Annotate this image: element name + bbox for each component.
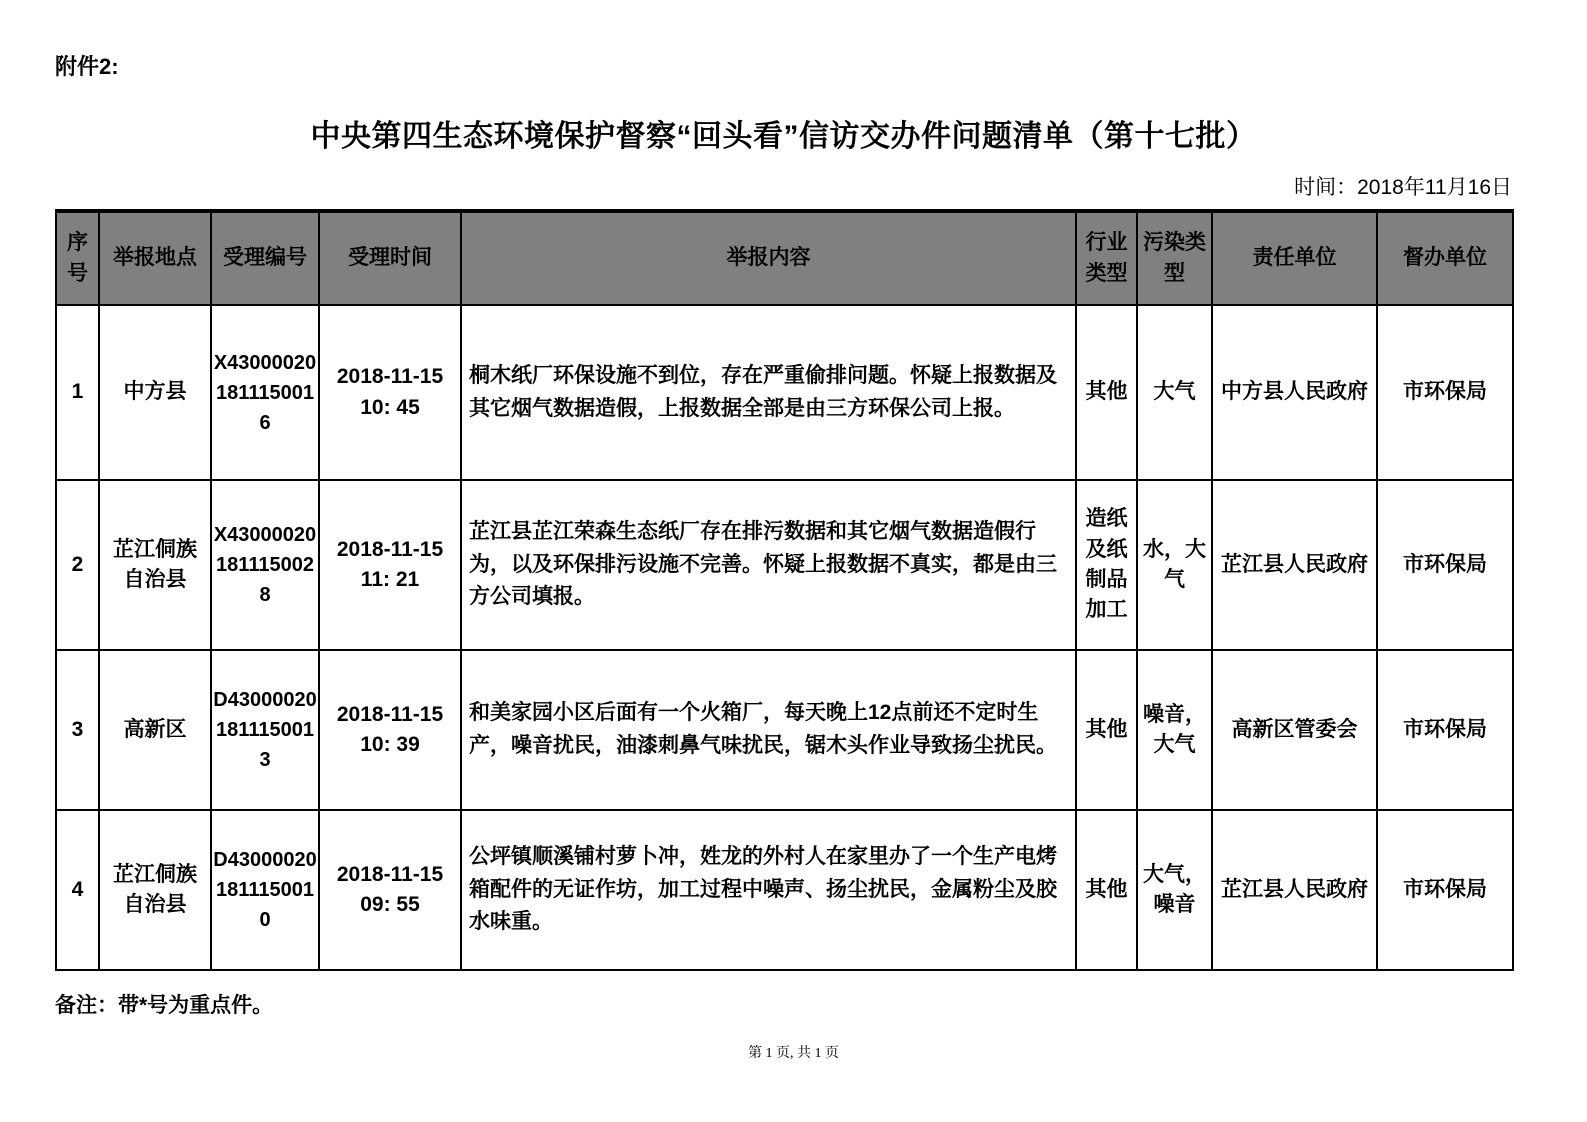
cell-supervisor: 市环保局 xyxy=(1377,650,1513,810)
table-row xyxy=(56,305,1513,480)
accept-time: 10: 45 xyxy=(360,395,420,419)
complaints-table xyxy=(55,209,1514,971)
table-row xyxy=(56,810,1513,970)
accept-time: 11: 21 xyxy=(360,568,420,591)
cell-caseno: D430000201811150013 xyxy=(211,650,319,810)
cell-industry: 造纸及纸制品加工 xyxy=(1076,480,1137,650)
header-cell-content: 举报内容 xyxy=(461,211,1076,305)
cell-pollution: 噪音，大气 xyxy=(1137,650,1212,810)
header-cell-location: 举报地点 xyxy=(99,211,211,305)
cell-seq: 1 xyxy=(56,305,99,480)
page-number-footer: 第 1 页, 共 1 页 xyxy=(748,1046,839,1061)
cell-responsible: 中方县人民政府 xyxy=(1212,305,1377,480)
cell-accept-time xyxy=(319,650,461,810)
accept-time: 10: 39 xyxy=(360,733,420,756)
cell-accept-time xyxy=(319,810,461,970)
document-content xyxy=(55,0,1512,1019)
cell-seq: 3 xyxy=(56,650,99,810)
cell-caseno: X430000201811150016 xyxy=(211,305,319,480)
accept-time: 09: 55 xyxy=(360,893,420,916)
cell-content: 桐木纸厂环保设施不到位，存在严重偷排问题。怀疑上报数据及其它烟气数据造假，上报数据全部是由三方环保公司上报。 xyxy=(461,305,1076,480)
cell-location: 中方县 xyxy=(99,305,211,480)
table-header-row xyxy=(56,211,1513,305)
accept-date: 2018-11-15 xyxy=(336,862,444,886)
accept-date: 2018-11-15 xyxy=(336,365,444,389)
cell-content: 公坪镇顺溪铺村萝卜冲，姓龙的外村人在家里办了一个生产电烤箱配件的无证作坊，加工过程中噪声、扬尘扰民，金属粉尘及胶水味重。 xyxy=(461,810,1076,970)
header-cell-seq: 序号 xyxy=(56,211,99,305)
header-cell-time: 受理时间 xyxy=(319,211,461,305)
cell-responsible: 高新区管委会 xyxy=(1212,650,1377,810)
cell-accept-time xyxy=(319,305,461,480)
cell-caseno: D430000201811150010 xyxy=(211,810,319,970)
table-row xyxy=(56,650,1513,810)
page-title: 中央第四生态环境保护督察“回头看”信访交办件问题清单（第十七批） xyxy=(310,120,1257,153)
cell-responsible: 芷江县人民政府 xyxy=(1212,810,1377,970)
cell-location: 高新区 xyxy=(99,650,211,810)
cell-pollution: 大气，噪音 xyxy=(1137,810,1212,970)
cell-responsible: 芷江县人民政府 xyxy=(1212,480,1377,650)
header-cell-responsible: 责任单位 xyxy=(1212,211,1377,305)
attachment-label: 附件2: xyxy=(55,54,119,79)
cell-accept-time xyxy=(319,480,461,650)
header-cell-supervisor: 督办单位 xyxy=(1377,211,1513,305)
cell-industry: 其他 xyxy=(1076,305,1137,480)
cell-seq: 2 xyxy=(56,480,99,650)
accept-date: 2018-11-15 xyxy=(336,537,444,561)
cell-industry: 其他 xyxy=(1076,810,1137,970)
cell-seq: 4 xyxy=(56,810,99,970)
header-cell-industry: 行业类型 xyxy=(1076,211,1137,305)
cell-industry: 其他 xyxy=(1076,650,1137,810)
cell-content: 和美家园小区后面有一个火箱厂，每天晚上12点前还不定时生产，噪音扰民，油漆刺鼻气味扰民，锯木头作业导致扬尘扰民。 xyxy=(461,650,1076,810)
cell-caseno: X430000201811150028 xyxy=(211,480,319,650)
footnote: 备注：带*号为重点件。 xyxy=(55,994,274,1017)
header-cell-caseno: 受理编号 xyxy=(211,211,319,305)
cell-supervisor: 市环保局 xyxy=(1377,480,1513,650)
cell-supervisor: 市环保局 xyxy=(1377,810,1513,970)
date-label: 时间：2018年11月16日 xyxy=(1294,176,1512,199)
table-row xyxy=(56,480,1513,650)
cell-location: 芷江侗族自治县 xyxy=(99,480,211,650)
cell-supervisor: 市环保局 xyxy=(1377,305,1513,480)
header-cell-pollution: 污染类型 xyxy=(1137,211,1212,305)
cell-location: 芷江侗族自治县 xyxy=(99,810,211,970)
cell-pollution: 大气 xyxy=(1137,305,1212,480)
cell-content: 芷江县芷江荣森生态纸厂存在排污数据和其它烟气数据造假行为，以及环保排污设施不完善。怀疑上报数据不真实，都是由三方公司填报。 xyxy=(461,480,1076,650)
cell-pollution: 水，大气 xyxy=(1137,480,1212,650)
accept-date: 2018-11-15 xyxy=(336,702,444,726)
